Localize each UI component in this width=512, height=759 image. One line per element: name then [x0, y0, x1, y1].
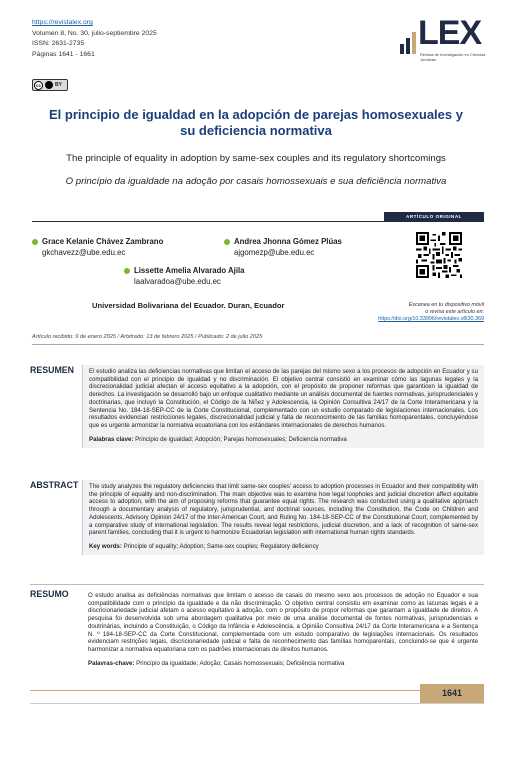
author-3: [124, 265, 245, 287]
orcid-icon[interactable]: [124, 268, 130, 274]
keywords-label: Key words:: [89, 542, 122, 550]
footer-gold-rule: [30, 690, 420, 691]
orcid-icon[interactable]: [224, 239, 230, 245]
resumen-text: El estudio analiza las deficiencias normativas que limitan el acceso de las parejas del mismo sexo a los procesos de adopción en Ecuador y su compatibilidad con el principio de igualdad y no discriminación. El objetivo central consistió en examinar cómo las lagunas legales y la discrecionalidad judicial afectan el acceso equitativo a la adopción, con el propósito de proponer reformas que garanticen la igualdad de derechos. La investigación se desarrolló bajo un enfoque cualitativo mediante un análisis documental de fuentes normativas, jurisprudenciales y doctrinarias, que incluyó la Constitución, el Código de la Niñez y Adolescencia, la Opinión Consultiva 24/17 de la Corte Interamericana y la Sentencia No. 184-18-SEP-CC de la Corte Constitucional, complementado con un estudio comparado de legislaciones internacionales. Los resultados evidencian restricciones legales, discrecionalidad judicial y falta de reconocimiento de las familias homoparentales, concluyéndose que es urgente armonizar la normativa ecuatoriana con los estándares internacionales de derechos humanos.: [89, 368, 478, 429]
logo-word: LEX: [418, 14, 482, 52]
orcid-icon[interactable]: [32, 239, 38, 245]
author-email[interactable]: gkchavezz@ube.edu.ec: [42, 248, 126, 257]
author-name: Andrea Jhonna Gómez Plúas: [234, 237, 342, 246]
author-name: Grace Kelanie Chávez Zambrano: [42, 237, 164, 246]
article-type-badge: ARTÍCULO ORIGINAL: [384, 212, 484, 221]
abstract-box: [82, 480, 484, 555]
scan-note: [340, 302, 484, 324]
resumen-box: [82, 365, 484, 448]
cc-license-badge[interactable]: [32, 79, 68, 91]
scan-line-1: Escanea en tu dispositivo móvil: [408, 302, 484, 308]
resumo-box: [82, 589, 484, 672]
logo-bars-icon: [400, 32, 420, 54]
resumo-keywords: [88, 660, 478, 668]
section-divider: [30, 584, 484, 585]
abstract-keywords: [89, 543, 478, 551]
dates-divider: [32, 344, 484, 345]
university-affiliation: Universidad Bolivariana del Ecuador. Duran, Ecuador: [92, 301, 285, 310]
footer-divider: [30, 703, 484, 704]
logo-subtitle: Revista de Investigación en Ciencias Jurídicas: [420, 52, 486, 62]
keywords-values: Princípio da igualdade; Adoção; Casais homossexuais; Deficiência normativa: [136, 659, 345, 667]
author-email[interactable]: ajgomezp@ube.edu.ec: [234, 248, 315, 257]
header-divider: [32, 221, 484, 222]
scan-line-2: o revisa este artículo en:: [425, 309, 484, 316]
cc-icon: cc: [35, 82, 41, 88]
author-2: [224, 236, 342, 258]
journal-pages: Páginas 1641 - 1661: [32, 50, 95, 58]
keywords-values: Principle of equality; Adoption; Same-sex couples; Regulatory deficiency: [123, 542, 319, 550]
title-portuguese: O princípio da igualdade na adoção por casais homossexuais e sua deficiência normativa: [65, 176, 447, 187]
by-label: BY: [55, 82, 62, 88]
journal-volume: Volumen 8, No. 30, julio-septiembre 2025: [32, 29, 157, 37]
author-email[interactable]: laalvaradoa@ube.edu.ec: [134, 277, 221, 286]
title-spanish: El principio de igualdad en la adopción de parejas homosexuales y su deficiencia normativa: [49, 107, 463, 138]
article-dates: Artículo recibido: 9 de enero 2025 / Arbitrado: 13 de febrero 2025 / Publicado: 2 de julio 2025: [32, 334, 263, 340]
journal-meta: [32, 18, 157, 60]
journal-logo: [398, 16, 488, 66]
journal-issn: ISSN: 2631-2735: [32, 40, 85, 47]
qr-code-icon[interactable]: [416, 232, 462, 278]
keywords-values: Principio de igualdad; Adopción; Parejas homosexuales; Deficiencia normativa: [135, 435, 347, 443]
keywords-label: Palavras-chave:: [88, 659, 135, 667]
doi-link[interactable]: https://doi.org/10.33996/revistalex.v8i30.369: [378, 316, 484, 323]
abstract-text: The study analyzes the regulatory deficiencies that limit same-sex couples' access to adoption processes in Ecuador and their compatibility with the principle of equality and non-discrimination. The main objective was to examine how legal loopholes and judicial discretion affect equitable access to adoption, with the aim of proposing reforms that guarantee equal rights. The research was conducted using a qualitative approach through a documentary analysis of regulatory, jurisprudential, and doctrinal sources, including the Constitution, the Code on Children and Adolescents, Advisory Opinion 24/17 of the Inter-American Court, and Ruling No. 184-18-SEP-CC of the Constitutional Court, complemented by a comparative study of international legislation. The results reveal legal restrictions, judicial discretion, and a lack of recognition of same-sex parent families, concluding that it is urgent to harmonize Ecuadorian legislation with international human rights standards.: [89, 483, 478, 537]
by-person-icon: [45, 81, 53, 89]
resumo-heading: RESUMO: [30, 589, 69, 599]
resumen-heading: RESUMEN: [30, 365, 74, 375]
resumo-text: O estudo analisa as deficiências normativas que limitam o acesso de casais do mesmo sexo aos processos de adoção no Equador e sua compatibilidade com o princípio da igualdade e da não discriminação. O objetivo central consistiu em examinar como as lacunas legais e a discricionariedade judicial afetam o acesso equitativo à adoção, com o propósito de propor reformas que garantam a igualdade de direitos. A pesquisa foi desenvolvida sob uma abordagem qualitativa por meio de uma análise documental de fontes normativas, jurisprudenciais e doutrinárias, incluindo a Constituição, o Código da Infância e Adolescência, a Opinião Consultiva 24/17 da Corte Interamericana e a Sentença N. º 184-18-SEP-CC da Corte Constitucional, complementada com um estudo comparativo de legislações internacionais. Os resultados evidenciam restrições legais, discricionariedade judicial e falta de reconhecimento das famílias homoparentais, concluindo-se que é urgente harmonizar a normativa equatoriana com os padrões internacionais de direitos humanos.: [88, 592, 478, 653]
resumen-keywords: [89, 436, 478, 444]
keywords-label: Palabras clave:: [89, 435, 134, 443]
page-number: 1641: [420, 684, 484, 703]
journal-url-link[interactable]: https://revistalex.org: [32, 19, 93, 26]
title-english: The principle of equality in adoption by same-sex couples and its regulatory shortcomings: [66, 153, 446, 164]
abstract-heading: ABSTRACT: [30, 480, 79, 490]
author-1: [32, 236, 163, 258]
author-name: Lissette Amelia Alvarado Ajila: [134, 266, 245, 275]
